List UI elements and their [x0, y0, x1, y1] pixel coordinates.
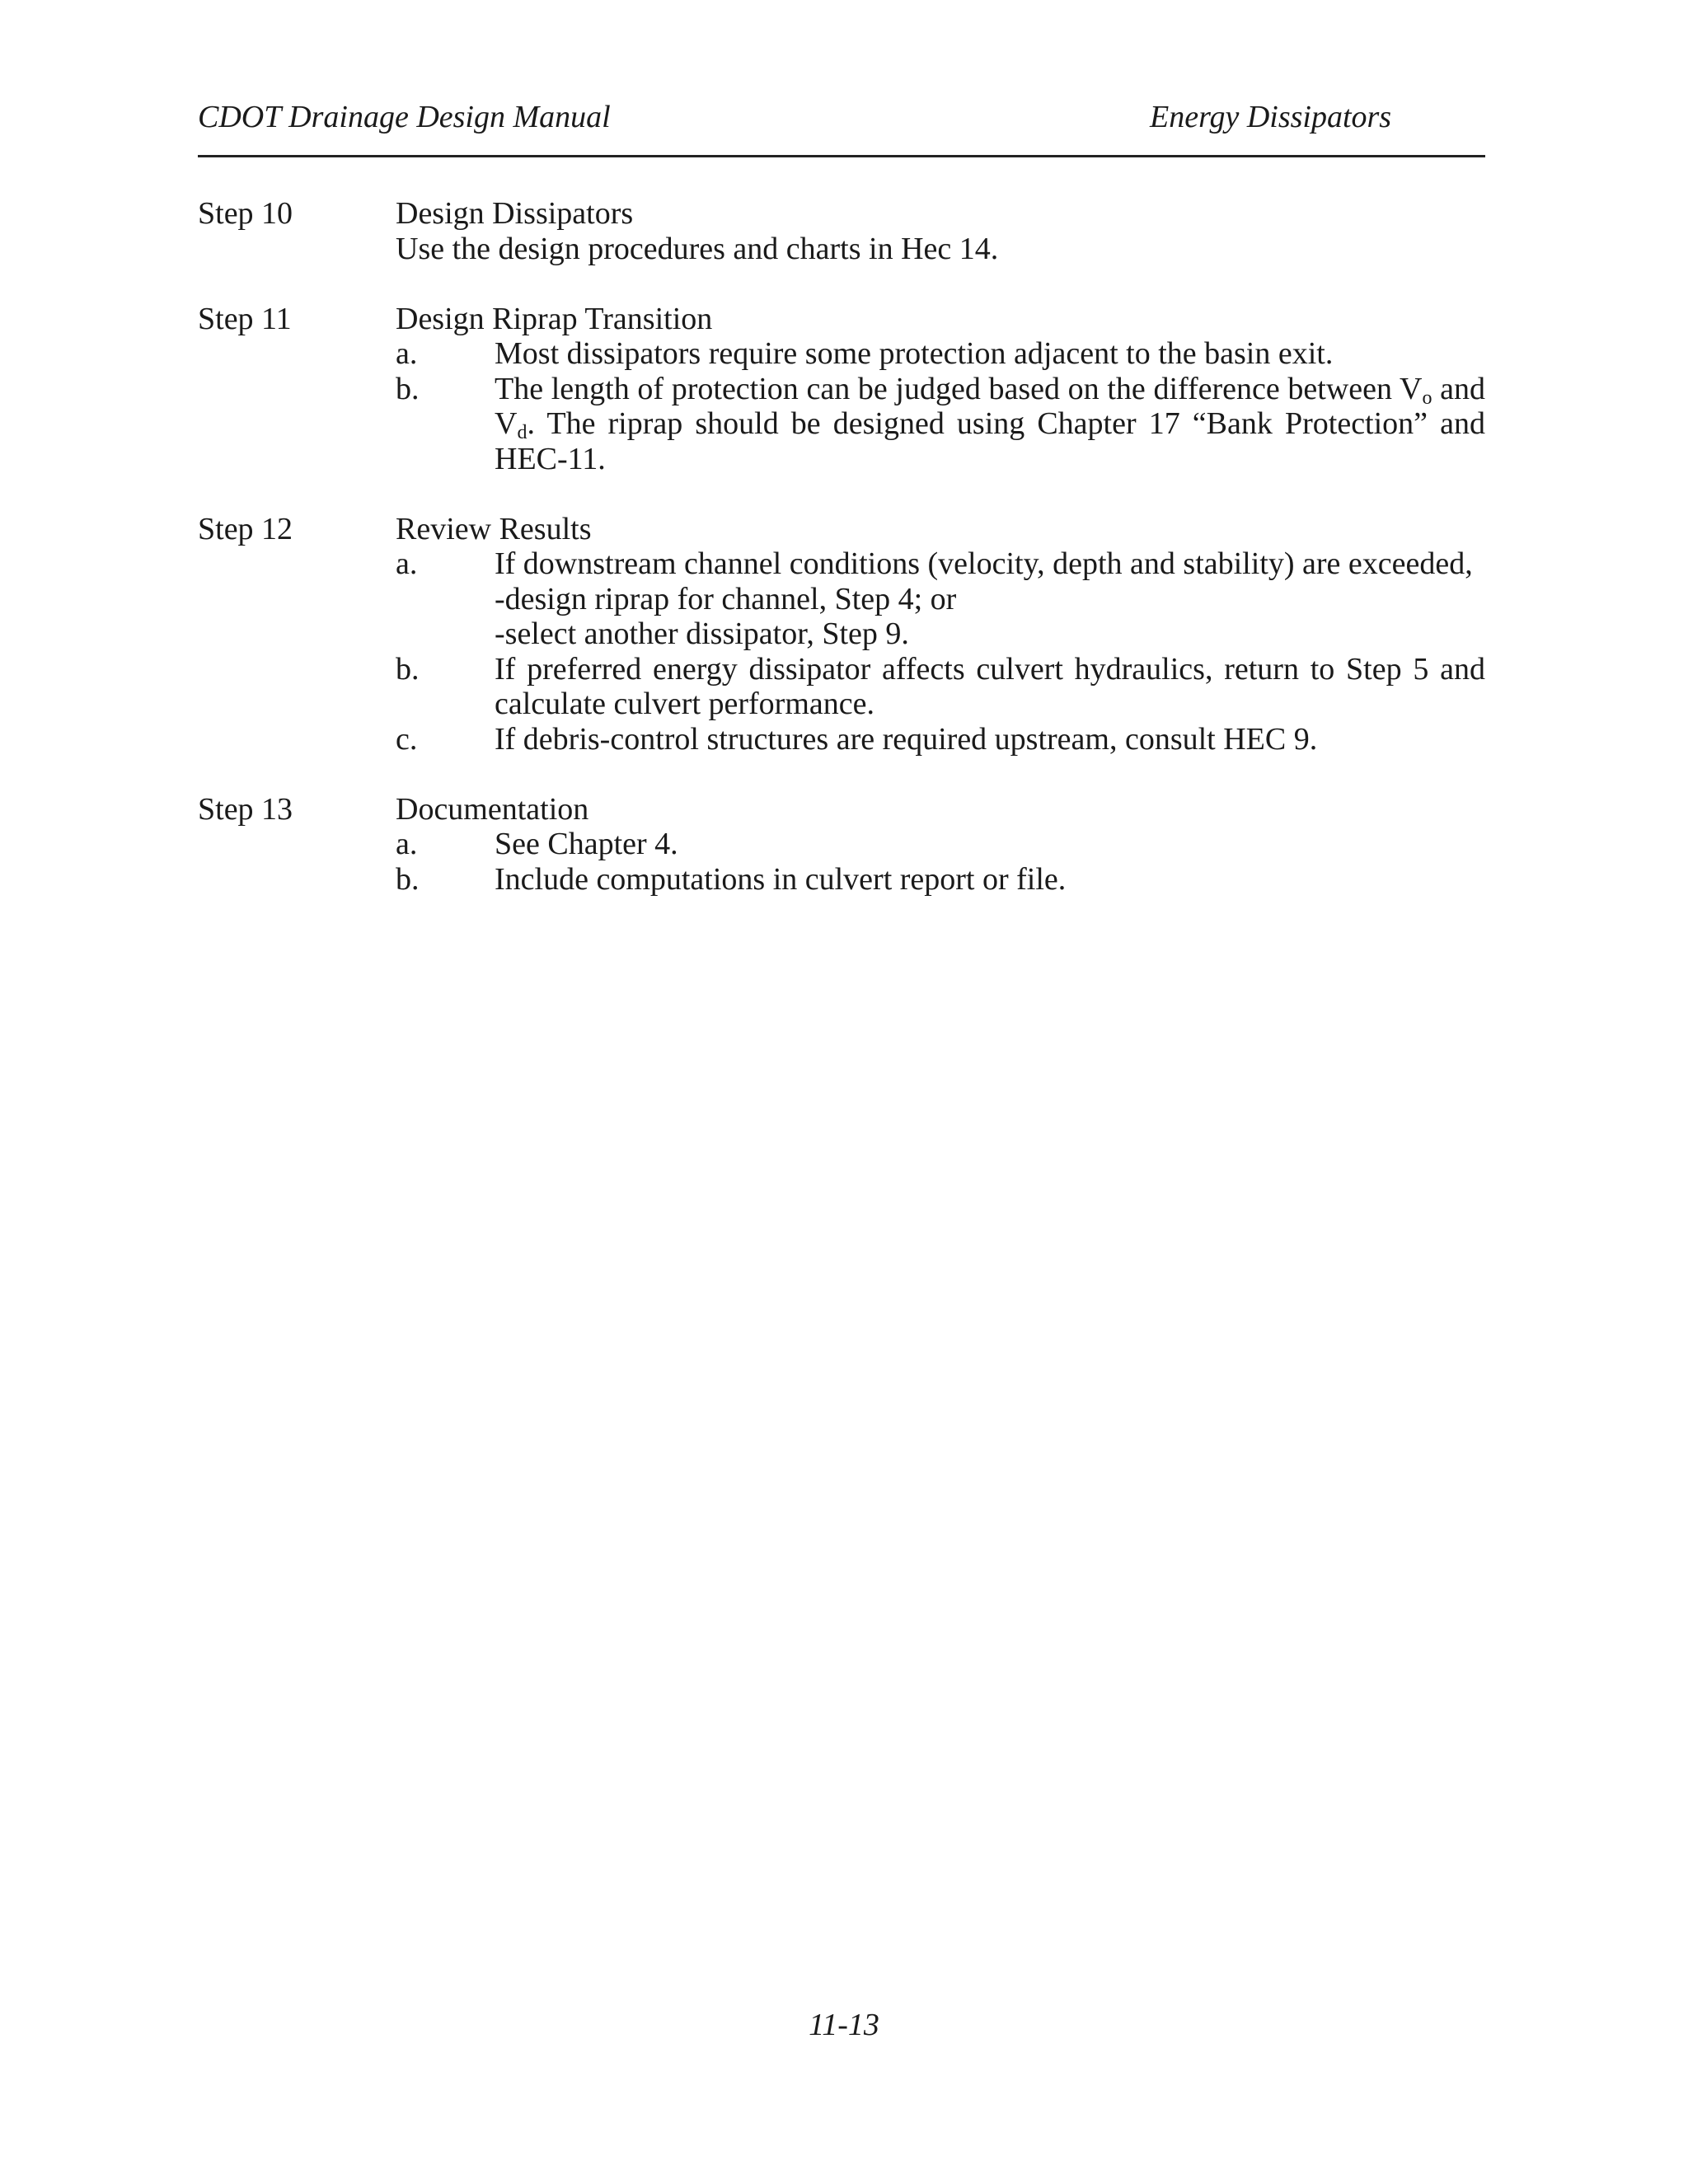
step-body [396, 196, 1485, 266]
step-11 [198, 302, 1485, 477]
list-item [396, 862, 1485, 898]
step-13 [198, 792, 1485, 898]
document-body [198, 196, 1485, 932]
step-body [396, 302, 1485, 477]
step-10 [198, 196, 1485, 266]
item-letter: a. [396, 336, 418, 371]
list-item [396, 827, 1485, 862]
list-item [396, 652, 1485, 722]
step-label: Step 10 [198, 196, 293, 231]
step-body [396, 792, 1485, 898]
item-text-part: . The riprap should be designed using Chapter 17 “Bank Protection” and HEC-11. [495, 406, 1485, 476]
item-text-part: and V [495, 371, 1485, 441]
item-letter: a. [396, 827, 418, 861]
item-letter: a. [396, 546, 418, 581]
item-text: Include computations in culvert report or file. [495, 861, 1067, 897]
page-header [198, 97, 1485, 157]
list-item [396, 372, 1485, 477]
step-text: Use the design procedures and charts in Hec 14. [396, 231, 999, 266]
item-text: See Chapter 4. [495, 827, 678, 861]
item-line: -design riprap for channel, Step 4; or [495, 581, 957, 616]
subscript-o: o [1422, 387, 1432, 409]
item-letter: c. [396, 721, 418, 757]
header-manual-title: CDOT Drainage Design Manual [198, 100, 611, 134]
item-text: Most dissipators require some protection adjacent to the basin exit. [495, 336, 1334, 371]
item-text: If debris-control structures are required upstream, consult HEC 9. [495, 721, 1318, 757]
step-12 [198, 512, 1485, 757]
step-label: Step 13 [198, 791, 293, 827]
step-title: Documentation [396, 791, 589, 827]
step-label: Step 11 [198, 301, 292, 336]
step-body [396, 512, 1485, 757]
item-text [495, 372, 1485, 477]
step-title: Review Results [396, 511, 592, 546]
item-text-part: The length of protection can be judged based on the difference between V [495, 371, 1423, 406]
item-text [495, 546, 1485, 652]
item-line: If downstream channel conditions (velocity, depth and stability) are exceeded, [495, 546, 1473, 581]
list-item [396, 722, 1485, 757]
item-line: -select another dissipator, Step 9. [495, 616, 909, 651]
header-chapter-title: Energy Dissipators [1150, 100, 1392, 134]
list-item [396, 336, 1485, 372]
list-item [396, 546, 1485, 652]
item-text: If preferred energy dissipator affects culvert hydraulics, return to Step 5 and calculate culvert performance. [495, 651, 1485, 721]
page-number: 11-13 [809, 2008, 879, 2042]
step-label: Step 12 [198, 511, 293, 546]
step-title: Design Dissipators [396, 196, 634, 231]
step-title: Design Riprap Transition [396, 301, 713, 336]
subscript-d: d [517, 422, 528, 443]
item-letter: b. [396, 861, 420, 897]
item-letter: b. [396, 651, 420, 687]
item-letter: b. [396, 371, 420, 406]
